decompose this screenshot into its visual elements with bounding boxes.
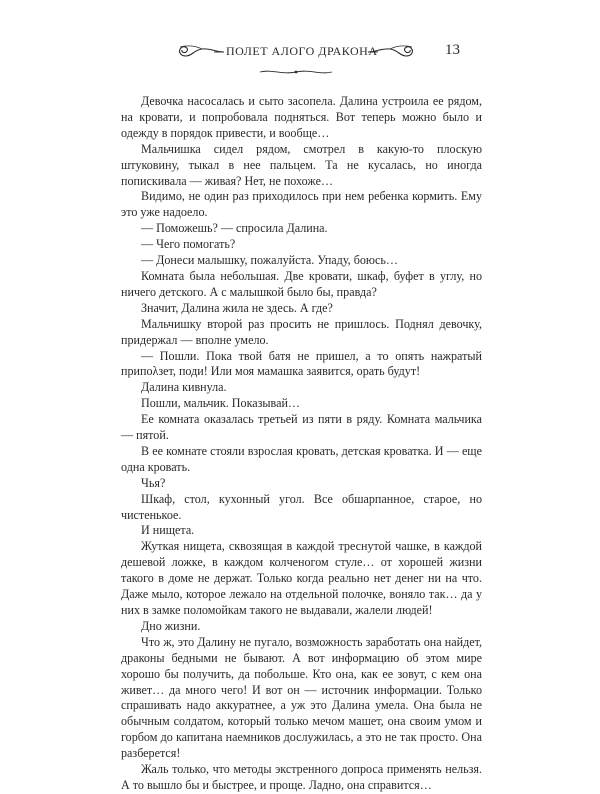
paragraph: — Поможешь? — спросила Далина. (141, 221, 328, 236)
body-text (121, 94, 482, 794)
paragraph: Дно жизни. (141, 618, 201, 633)
paragraph: Шкаф, стол, кухонный угол. Все обшарпанное, старое, но чистенькое. (121, 491, 482, 522)
paragraph: — Чего помогать? (141, 237, 236, 252)
paragraph: И нищета. (141, 523, 195, 538)
paragraph: Ее комната оказалась третьей из пяти в ряду. Комната мальчика — пятой. (121, 412, 482, 443)
paragraph: Жаль только, что методы экстренного допроса применять нельзя. А то вышло бы и быстрее, и проще. Ладно, она справится… (121, 762, 482, 792)
paragraph: Мальчишка сидел рядом, смотрел в какую-то плоскую штуковину, тыкал в нее пальцем. Та не кусалась, но иногда попискивала — живая? Нет, не похоже… (121, 141, 482, 188)
paragraph: Девочка насосалась и сыто засопела. Далина устроила ее рядом, на кровати, и попробовала подняться. Вот теперь можно было и одежду в порядок привести, и вообще… (121, 94, 482, 140)
running-header (170, 42, 470, 82)
paragraph: Что ж, это Далину не пугало, возможность заработать она найдет, драконы бедными не бывают. А вот информацию об этом мире хорошо бы получить, да побольше. Кто она, как ее зовут, с кем она живет… да много чего! И вот он — источник информации. Только спрашивать надо аккуратнее, а уж это Далина умела. Она была не обычным солдатом, который только мечом машет, она своим умом и горбом до капитана наемников дослужилась, а это не так просто. Она разберется! (121, 634, 482, 761)
page-number: 13 (445, 42, 460, 58)
title-ornament-icon (258, 68, 334, 76)
paragraph: — Донеси малышку, пожалуйста. Упаду, боюсь… (141, 253, 398, 268)
paragraph: В ее комнате стояли взрослая кровать, детская кроватка. И — еще одна кровать. (121, 443, 482, 474)
paragraph: Жуткая нищета, сквозящая в каждой треснутой чашке, в каждой дешевой ложке, в каждом колченогом стуле… от хорошей жизни такого в доме не держат. Только когда реально нет денег ни на что. Даже мыло, которое лежало на отдельной полочке, воняло так… да у них в замке поломойкам такого не выдавали, жалели людей! (121, 539, 482, 617)
paragraph: — Пошли. Пока твой батя не пришел, а то опять нажратый припολзет, поди! Или моя мамашка заявится, орать будут! (121, 348, 482, 379)
running-title: ПОЛЕТ АЛОГО ДРАКОНА (226, 44, 378, 58)
paragraph: Видимо, не один раз приходилось при нем ребенка кормить. Ему это уже надоело. (121, 189, 482, 220)
paragraph: Значит, Далина жила не здесь. А где? (141, 300, 333, 315)
paragraph: Пошли, мальчик. Показывай… (141, 396, 301, 411)
left-flourish-icon (170, 42, 226, 66)
right-flourish-icon (366, 42, 422, 66)
paragraph: Чья? (141, 475, 166, 490)
paragraph: Мальчишку второй раз просить не пришлось. Поднял девочку, придержал — вполне умело. (121, 316, 482, 347)
paragraph: Далина кивнула. (141, 380, 227, 395)
paragraph: Комната была небольшая. Две кровати, шкаф, буфет в углу, но ничего детского. А с малышкой было бы, правда? (121, 268, 482, 299)
